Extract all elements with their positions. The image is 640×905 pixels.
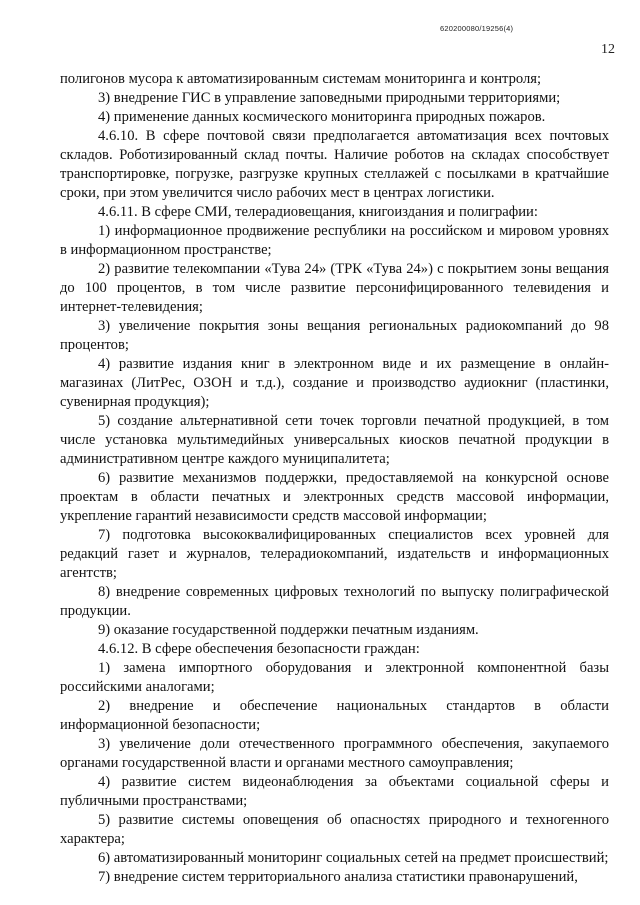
paragraph: 8) внедрение современных цифровых технологий по выпуску полиграфической продукции. [60, 584, 609, 619]
paragraph: 2) развитие телекомпании «Тува 24» (ТРК «Тува 24») с покрытием зоны вещания до 100 процентов, в том числе развитие персонифицированного телевидения и интернет-телевидения; [60, 261, 609, 315]
paragraph: 5) развитие системы оповещения об опасностях природного и техногенного характера; [60, 812, 609, 847]
document-body [60, 70, 609, 887]
paragraph: 1) информационное продвижение республики на российском и мировом уровнях в информационном пространстве; [60, 223, 609, 258]
paragraph: 5) создание альтернативной сети точек торговли печатной продукцией, в том числе установка мультимедийных универсальных киосков печатной продукции в административном центре каждого муниципалитета; [60, 413, 609, 467]
paragraph: 7) внедрение систем территориального анализа статистики правонарушений, [98, 869, 578, 885]
paragraph: 4) применение данных космического мониторинга природных пожаров. [98, 109, 546, 125]
paragraph: 7) подготовка высококвалифицированных специалистов всех уровней для редакций газет и журналов, телерадиокомпаний, издательств и информационных агентств; [60, 527, 609, 581]
paragraph: 6) развитие механизмов поддержки, предоставляемой на конкурсной основе проектам в области печатных и электронных средств массовой информации, укрепление гарантий независимости средств массовой информации; [60, 470, 609, 524]
paragraph: 4.6.10. В сфере почтовой связи предполагается автоматизация всех почтовых складов. Роботизированный склад почты. Наличие роботов на складах способствует транспортировке, погрузке, разгрузке крупных стеллажей с посылками в кратчайшие сроки, при этом увеличится число рабочих мест в центрах логистики. [60, 128, 609, 201]
paragraph: полигонов мусора к автоматизированным системам мониторинга и контроля; [60, 71, 542, 87]
paragraph: 4.6.11. В сфере СМИ, телерадиовещания, книгоиздания и полиграфии: [98, 204, 538, 220]
paragraph: 9) оказание государственной поддержки печатным изданиям. [98, 622, 479, 638]
paragraph: 3) внедрение ГИС в управление заповедными природными территориями; [98, 90, 561, 106]
paragraph: 4.6.12. В сфере обеспечения безопасности граждан: [98, 641, 420, 657]
paragraph: 1) замена импортного оборудования и электронной компонентной базы российскими аналогами; [60, 660, 609, 695]
paragraph: 3) увеличение доли отечественного программного обеспечения, закупаемого органами государственной власти и органами местного самоуправления; [60, 736, 609, 771]
paragraph: 2) внедрение и обеспечение национальных стандартов в области информационной безопасности; [60, 698, 609, 733]
paragraph: 6) автоматизированный мониторинг социальных сетей на предмет происшествий; [98, 850, 609, 866]
paragraph: 4) развитие издания книг в электронном виде и их размещение в онлайн-магазинах (ЛитРес, ОЗОН и т.д.), создание и производство аудиокниг (пластинки, сувенирная продукция); [60, 356, 609, 410]
paragraph: 3) увеличение покрытия зоны вещания региональных радиокомпаний до 98 процентов; [60, 318, 609, 353]
page-number: 12 [601, 42, 615, 57]
paragraph: 4) развитие систем видеонаблюдения за объектами социальной сферы и публичными пространствами; [60, 774, 609, 809]
document-code: 620200080/19256(4) [440, 24, 514, 33]
